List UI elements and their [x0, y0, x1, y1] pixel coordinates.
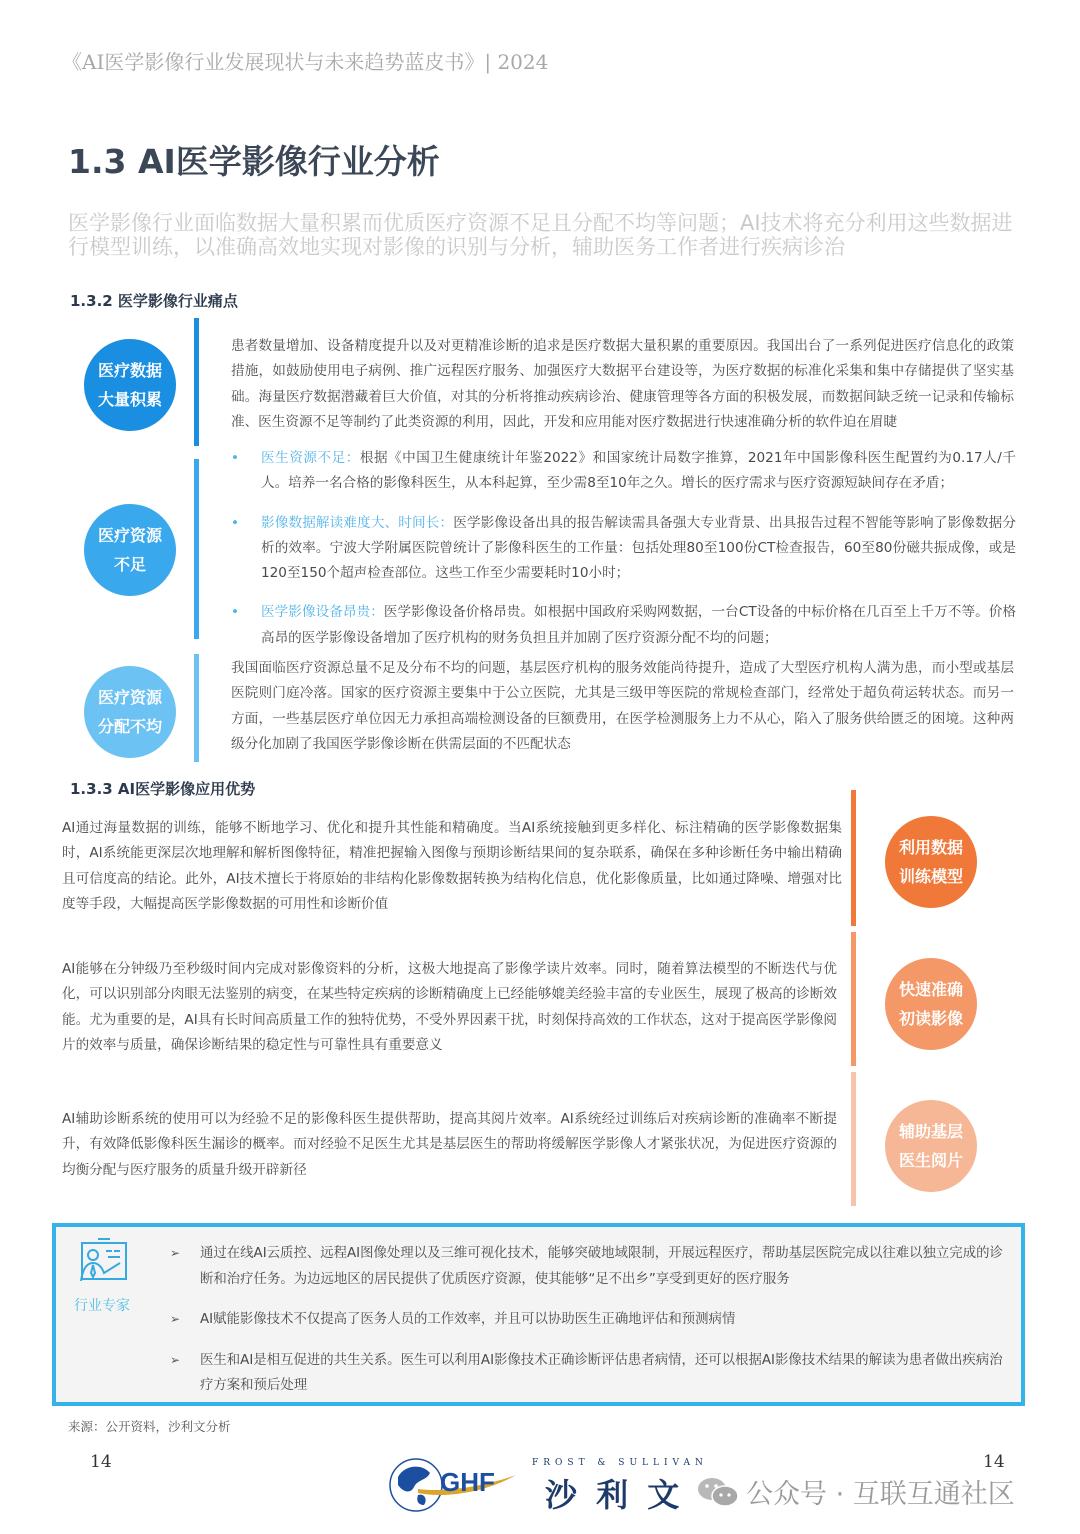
paragraph-assist-doctors: AI辅助诊断系统的使用可以为经验不足的影像科医生提供帮助，提高其阅片效率。AI系统经过训练后对疾病诊断的准确率不断提升，有效降低影像科医生漏诊的概率。而对经验不足医生尤其是基层医生的帮助将缓解医学影像人才紧张状况，为促进医疗资源的均衡分配与医疗服务的质量升级开辟新径: [62, 1111, 837, 1178]
expert-point: ➢ 医生和AI是相互促进的共生关系。医生可以利用AI影像技术正确诊断评估患者病情，还可以根据AI影像技术结果的解读为患者做出疾病治疗方案和预后处理: [170, 1348, 1010, 1399]
circle-label: 大量积累: [97, 390, 162, 409]
document-header: 《AI医学影像行业发展现状与未来趋势蓝皮书》| 2024: [62, 50, 549, 74]
circle-data-accumulation: [84, 339, 176, 431]
circle-label: 辅助基层: [898, 1122, 963, 1141]
circle-assist-doctors: [885, 1100, 977, 1192]
frost-sullivan-en: FROST & SULLIVAN: [532, 1458, 708, 1468]
page-number-right: 14: [983, 1452, 1005, 1472]
divider-bar: [194, 654, 199, 762]
section-heading-133: 1.3.3 AI医学影像应用优势: [70, 780, 256, 798]
circle-resource-imbalance: [84, 666, 176, 758]
bullet-label: 医生资源不足：: [261, 450, 360, 466]
expert-opinion-box: [52, 1223, 1025, 1406]
circle-fast-reading: [885, 958, 977, 1050]
paragraph-data-accumulation: 患者数量增加、设备精度提升以及对更精准诊断的追求是医疗数据大量积累的重要原因。我国出台了一系列促进医疗信息化的政策措施，如鼓励使用电子病例、推广远程医疗服务、加强医疗大数据平台建设等，为医疗数据的标准化采集和集中存储提供了坚实基础。海量医疗数据潜藏着巨大价值，对其的分析将推动疾病诊治、健康管理等各方面的积极发展，而数据间缺乏统一记录和传输标准、医生资源不足等制约了此类资源的利用，因此，开发和应用能对医疗数据进行快速准确分析的软件迫在眉睫: [231, 338, 1014, 430]
page-subtitle: 医学影像行业面临数据大量积累而优质医疗资源不足且分配不均等问题；AI技术将充分利用这些数据进行模型训练，以准确高效地实现对影像的识别与分析，辅助医务工作者进行疾病诊治: [68, 211, 1013, 259]
circle-label: 分配不均: [97, 717, 162, 736]
circle-label: 医疗资源: [97, 688, 162, 707]
circle-train-models: [885, 816, 977, 908]
divider-bar: [851, 790, 856, 926]
paragraph-train-models: AI通过海量数据的训练，能够不断地学习、优化和提升其性能和精确度。当AI系统接触到更多样化、标注精确的医学影像数据集时，AI系统能更深层次地理解和解析图像特征，精准把握输入图像与预期诊断结果间的复杂联系，确保在多种诊断任务中输出精确且可信度高的结论。此外，AI技术擅长于将原始的非结构化影像数据转换为结构化信息，优化影像质量，比如通过降噪、增强对比度等手段，大幅提高医学影像数据的可用性和诊断价值: [62, 820, 842, 912]
circle-label: 训练模型: [898, 867, 963, 886]
bullet-item: [231, 446, 1016, 497]
expert-label: 行业专家: [74, 1298, 130, 1314]
expert-presenter-icon: [76, 1237, 130, 1289]
expert-point: ➢ AI赋能影像技术不仅提高了医务人员的工作效率，并且可以协助医生正确地评估和预测病情: [170, 1307, 1010, 1333]
circle-label: 医生阅片: [898, 1151, 963, 1170]
bullet-text: 根据《中国卫生健康统计年鉴2022》和国家统计局数字推算，2021年中国影像科医生配置约为0.17人/千人。培养一名合格的影像科医生，从本科起算，至少需8至10年之久。增长的医疗需求与医疗资源短缺间存在矛盾；: [261, 450, 1016, 492]
bullet-item: [231, 600, 1016, 651]
bullet-text: 医学影像设备价格昂贵。如根据中国政府采购网数据，一台CT设备的中标价格在几百至上千万不等。价格高昂的医学影像设备增加了医疗机构的财务负担且并加剧了医疗资源分配不均的问题；: [261, 604, 1017, 646]
paragraph-resource-imbalance: 我国面临医疗资源总量不足及分布不均的问题，基层医疗机构的服务效能尚待提升，造成了大型医疗机构人满为患，而小型或基层医院则门庭冷落。国家的医疗资源主要集中于公立医院，尤其是三级甲等医院的常规检查部门，经常处于超负荷运转状态。而另一方面，一些基层医疗单位因无力承担高端检测设备的巨额费用，在医学检测服务上力不从心，陷入了服务供给匮乏的困境。这种两级分化加剧了我国医学影像诊断在供需层面的不匹配状态: [231, 660, 1014, 752]
bullet-label: 医学影像设备昂贵：: [261, 604, 384, 621]
source-note: 来源：公开资料，沙利文分析: [68, 1419, 231, 1434]
expert-point: ➢ 通过在线AI云质控、远程AI图像处理以及三维可视化技术，能够突破地域限制，开展远程医疗，帮助基层医院完成以往难以独立完成的诊断和治疗任务。为边远地区的居民提供了优质医疗资源，使其能够“足不出乡”享受到更好的医疗服务: [170, 1241, 1010, 1292]
circle-label: 医疗资源: [97, 526, 162, 545]
divider-bar: [194, 459, 199, 639]
bullet-label: 影像数据解读难度大、时间长：: [261, 514, 454, 531]
expert-points: [170, 1241, 1010, 1399]
circle-label: 初读影像: [898, 1009, 963, 1028]
ghf-logo: [388, 1455, 518, 1515]
wechat-icon: [697, 1476, 739, 1512]
page-number-left: 14: [90, 1452, 112, 1472]
circle-label: 快速准确: [898, 980, 963, 999]
section-heading-132: 1.3.2 医学影像行业痛点: [70, 292, 238, 310]
paragraph-fast-reading: AI能够在分钟级乃至秒级时间内完成对影像资料的分析，这极大地提高了影像学读片效率。同时，随着算法模型的不断迭代与优化，可以识别部分肉眼无法鉴别的病变，在某些特定疾病的诊断精确度上已经能够媲美经验丰富的专业医生，展现了极高的诊断效能。尤为重要的是，AI具有长时间高质量工作的独特优势，不受外界因素干扰，时刻保持高效的工作状态，这对于提高医学影像阅片的效率与质量，确保诊断结果的稳定性与可靠性具有重要意义: [62, 961, 837, 1053]
divider-bar: [194, 318, 199, 446]
page-title: 1.3 AI医学影像行业分析: [68, 142, 440, 181]
divider-bar: [851, 932, 856, 1066]
watermark-text: 公众号 · 互联互通社区: [746, 1479, 1015, 1510]
circle-resource-shortage: [84, 504, 176, 596]
circle-label: 利用数据: [898, 838, 963, 857]
divider-bar: [851, 1072, 856, 1206]
frost-sullivan-cn: 沙 利 文: [545, 1476, 684, 1514]
circle-label: 不足: [113, 555, 146, 574]
bullet-text: 医学影像设备出具的报告解读需具备强大专业背景、出具报告过程不智能等影响了影像数据分析的效率。宁波大学附属医院曾统计了影像科医生的工作量：包括处理80至100份CT检查报告，60至80份磁共振成像，或是120至150个超声检查部位。这些工作至少需要耗时10小时；: [261, 514, 1016, 582]
bullet-item: [231, 511, 1016, 587]
circle-label: 医疗数据: [97, 361, 162, 380]
bullet-list-resource-shortage: [231, 446, 1016, 651]
ghf-logo-text: GHF: [440, 1467, 495, 1497]
